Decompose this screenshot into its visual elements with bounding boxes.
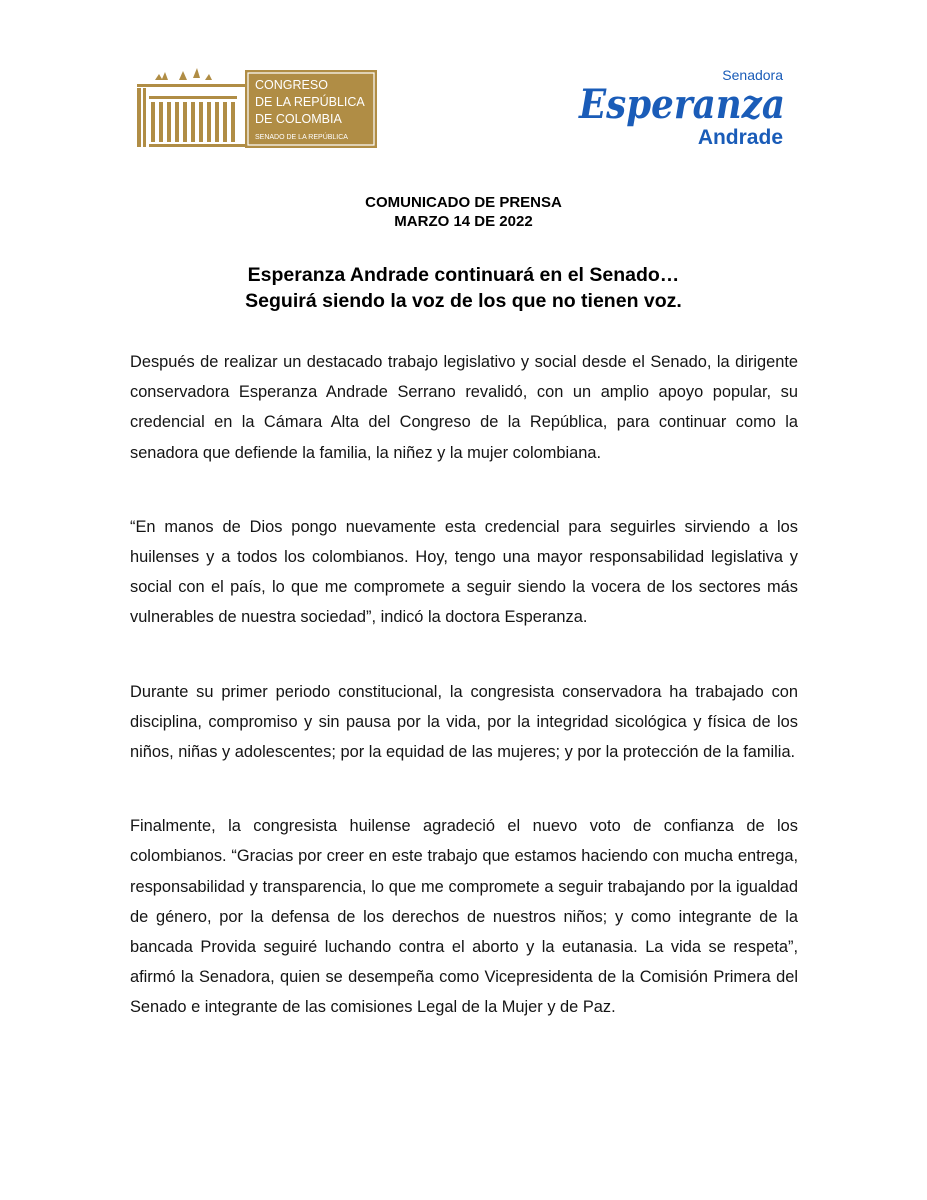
congreso-logo-line-3: DE COLOMBIA [255,112,342,126]
congreso-logo-line-1: CONGRESO [255,78,328,92]
senadora-logo-name: Esperanza [578,81,785,128]
congreso-logo [135,68,377,148]
press-release-body [130,347,798,1067]
senadora-logo-top: Senadora [722,67,783,83]
body-paragraph-1: Después de realizar un destacado trabajo legislativo y social desde el Senado, la dirigente conservadora Esperanza Andrade Serrano revalidó, con un amplio apoyo popular, su credencial en la Cámara Alta del Congreso de la República, para continuar como la senadora que defiende la familia, la niñez y la mujer colombiana. [130,353,798,462]
press-release-label: COMUNICADO DE PRENSA [365,194,562,211]
press-release-title [0,262,927,314]
congreso-logo-line-4: SENADO DE LA REPÚBLICA [255,134,348,141]
senadora-logo [575,66,795,148]
press-release-heading [0,193,927,231]
body-paragraph-3: Durante su primer periodo constitucional, la congresista conservadora ha trabajado con disciplina, compromiso y sin pausa por la vida, por la integridad sicológica y física de los niños, niñas y adolescentes; por la equidad de las mujeres; y por la protección de la familia. [130,682,798,762]
press-release-date: MARZO 14 DE 2022 [394,213,533,230]
title-line-2: Seguirá siendo la voz de los que no tienen voz. [245,290,682,312]
senadora-logo-surname: Andrade [697,126,783,148]
body-paragraph-2: “En manos de Dios pongo nuevamente esta credencial para seguirles sirviendo a los huilenses y a todos los colombianos. Hoy, tengo una mayor responsabilidad legislativa y social con el país, lo que me compromete a seguir siendo la vocera de los sectores más vulnerables de nuestra sociedad”, indicó la doctora Esperanza. [130,517,798,627]
capitol-building-icon [137,68,245,147]
body-paragraph-4: Finalmente, la congresista huilense agradeció el nuevo voto de confianza de los colombianos. “Gracias por creer en este trabajo que estamos haciendo con mucha entrega, responsabilidad y transparencia, lo que me compromete a seguir trabajando por la igualdad de género, por la defensa de los derechos de nuestros niños; y como integrante de la bancada Provida seguiré luchando contra el aborto y la eutanasia. La vida se respeta”, afirmó la Senadora, quien se desempeña como Vicepresidenta de la Comisión Primera del Senado e integrante de las comisiones Legal de la Mujer y de Paz. [130,817,798,1017]
congreso-logo-line-2: DE LA REPÚBLICA [255,95,365,109]
title-line-1: Esperanza Andrade continuará en el Senado… [247,264,680,286]
